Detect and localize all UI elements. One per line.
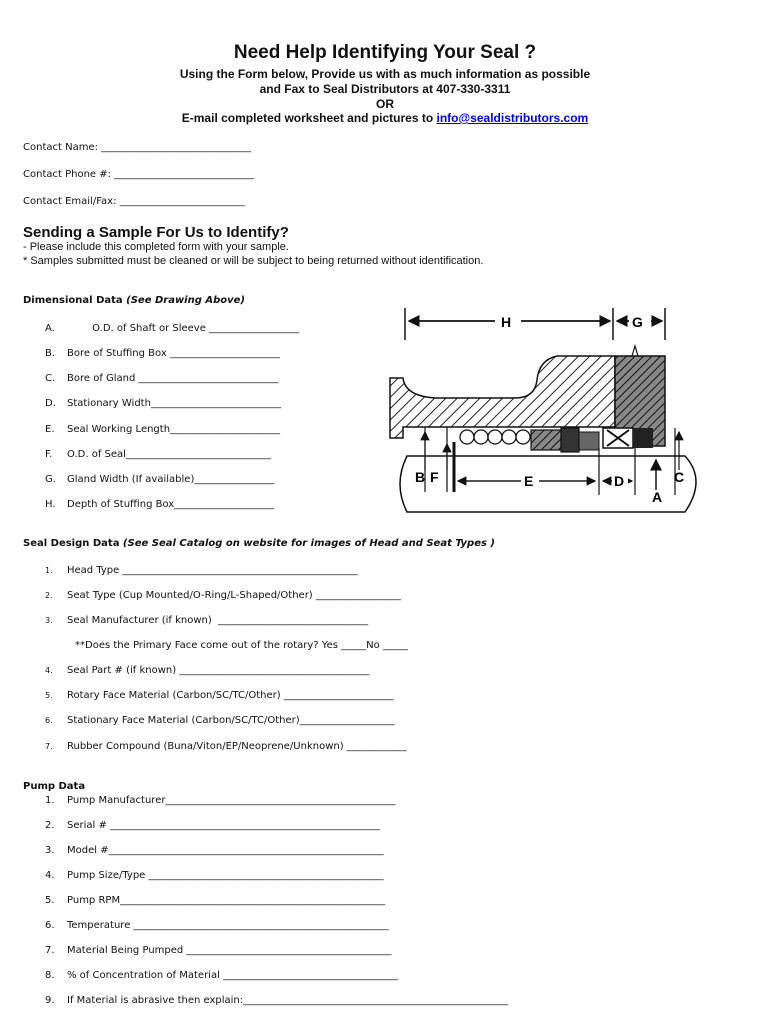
seal-design-heading-note: (See Seal Catalog on website for images of Head and Seat Types ): [122, 538, 495, 549]
seal-item-3[interactable]: 3. Seal Manufacturer (if known) ______________________________: [45, 615, 369, 626]
instructions-or: OR: [376, 97, 394, 111]
dim-item-b[interactable]: B. Bore of Stuffing Box ______________________: [45, 348, 280, 359]
pump-item-1[interactable]: 1. Pump Manufacturer______________________________________________: [45, 795, 396, 806]
label-g: G: [632, 314, 643, 330]
label-h: H: [501, 314, 512, 330]
sample-note-2: * Samples submitted must be cleaned or will be subject to being returned without identification.: [23, 255, 484, 267]
label-c: C: [674, 469, 685, 485]
seal-item-6[interactable]: 6. Stationary Face Material (Carbon/SC/TC/Other)___________________: [45, 715, 395, 726]
seal-item-1[interactable]: 1. Head Type _______________________________________________: [45, 565, 358, 576]
dim-item-f[interactable]: F. O.D. of Seal_____________________________: [45, 449, 271, 460]
page-title: Need Help Identifying Your Seal ?: [233, 42, 537, 63]
seal-item-5[interactable]: 5. Rotary Face Material (Carbon/SC/TC/Other) ______________________: [45, 690, 394, 701]
contact-email-field[interactable]: Contact Email/Fax: _________________________: [23, 196, 245, 207]
label-f: F: [430, 469, 439, 485]
primary-face-question[interactable]: **Does the Primary Face come out of the rotary? Yes _____No _____: [75, 640, 408, 651]
dim-item-a[interactable]: A. O.D. of Shaft or Sleeve __________________: [45, 323, 300, 334]
pump-item-7[interactable]: 7. Material Being Pumped _________________________________________: [45, 945, 392, 956]
label-e: E: [524, 473, 534, 489]
pump-item-5[interactable]: 5. Pump RPM_____________________________________________________: [45, 895, 386, 906]
dim-item-e[interactable]: E. Seal Working Length______________________: [45, 424, 281, 435]
label-d: D: [614, 473, 625, 489]
label-a: A: [652, 489, 663, 505]
email-prefix: E-mail completed worksheet and pictures to: [181, 111, 437, 125]
seal-diagram: [385, 300, 715, 520]
instructions-email-line: [0, 111, 770, 125]
sample-heading: Sending a Sample For Us to Identify?: [23, 224, 289, 241]
seal-design-heading: [23, 538, 495, 549]
dim-item-c[interactable]: C. Bore of Gland ____________________________: [45, 373, 279, 384]
dim-item-d[interactable]: D. Stationary Width__________________________: [45, 398, 281, 409]
seal-item-4[interactable]: 4. Seal Part # (if known) ______________________________________: [45, 665, 370, 676]
contact-name-field[interactable]: Contact Name: ______________________________: [23, 142, 252, 153]
pump-item-2[interactable]: 2. Serial # ______________________________________________________: [45, 820, 381, 831]
seal-item-7[interactable]: 7. Rubber Compound (Buna/Viton/EP/Neoprene/Unknown) ____________: [45, 741, 407, 752]
pump-item-8[interactable]: 8. % of Concentration of Material ___________________________________: [45, 970, 399, 981]
sample-note-1: - Please include this completed form with your sample.: [23, 241, 289, 253]
dimensional-heading-note: (See Drawing Above): [126, 295, 246, 306]
dimensional-heading: [23, 295, 245, 306]
pump-heading: Pump Data: [23, 781, 86, 792]
dim-item-g[interactable]: G. Gland Width (If available)________________: [45, 474, 275, 485]
instructions-line-1: Using the Form below, Provide us with as much information as possible: [179, 67, 591, 81]
dimensional-heading-text: Dimensional Data: [23, 295, 127, 306]
contact-phone-field[interactable]: Contact Phone #: ____________________________: [23, 169, 255, 180]
seal-design-heading-text: Seal Design Data: [23, 538, 123, 549]
pump-item-9[interactable]: 9. If Material is abrasive then explain:_____________________________________________________: [45, 995, 509, 1006]
instructions-line-2: and Fax to Seal Distributors at 407-330-3311: [259, 82, 511, 96]
pump-item-6[interactable]: 6. Temperature ___________________________________________________: [45, 920, 389, 931]
email-link[interactable]: info@sealdistributors.com: [436, 111, 589, 125]
pump-item-4[interactable]: 4. Pump Size/Type _______________________________________________: [45, 870, 384, 881]
seal-item-2[interactable]: 2. Seat Type (Cup Mounted/O-Ring/L-Shaped/Other) _________________: [45, 590, 401, 601]
pump-item-3[interactable]: 3. Model #_______________________________________________________: [45, 845, 384, 856]
dim-item-h[interactable]: H. Depth of Stuffing Box____________________: [45, 499, 275, 510]
label-b: B: [415, 469, 426, 485]
